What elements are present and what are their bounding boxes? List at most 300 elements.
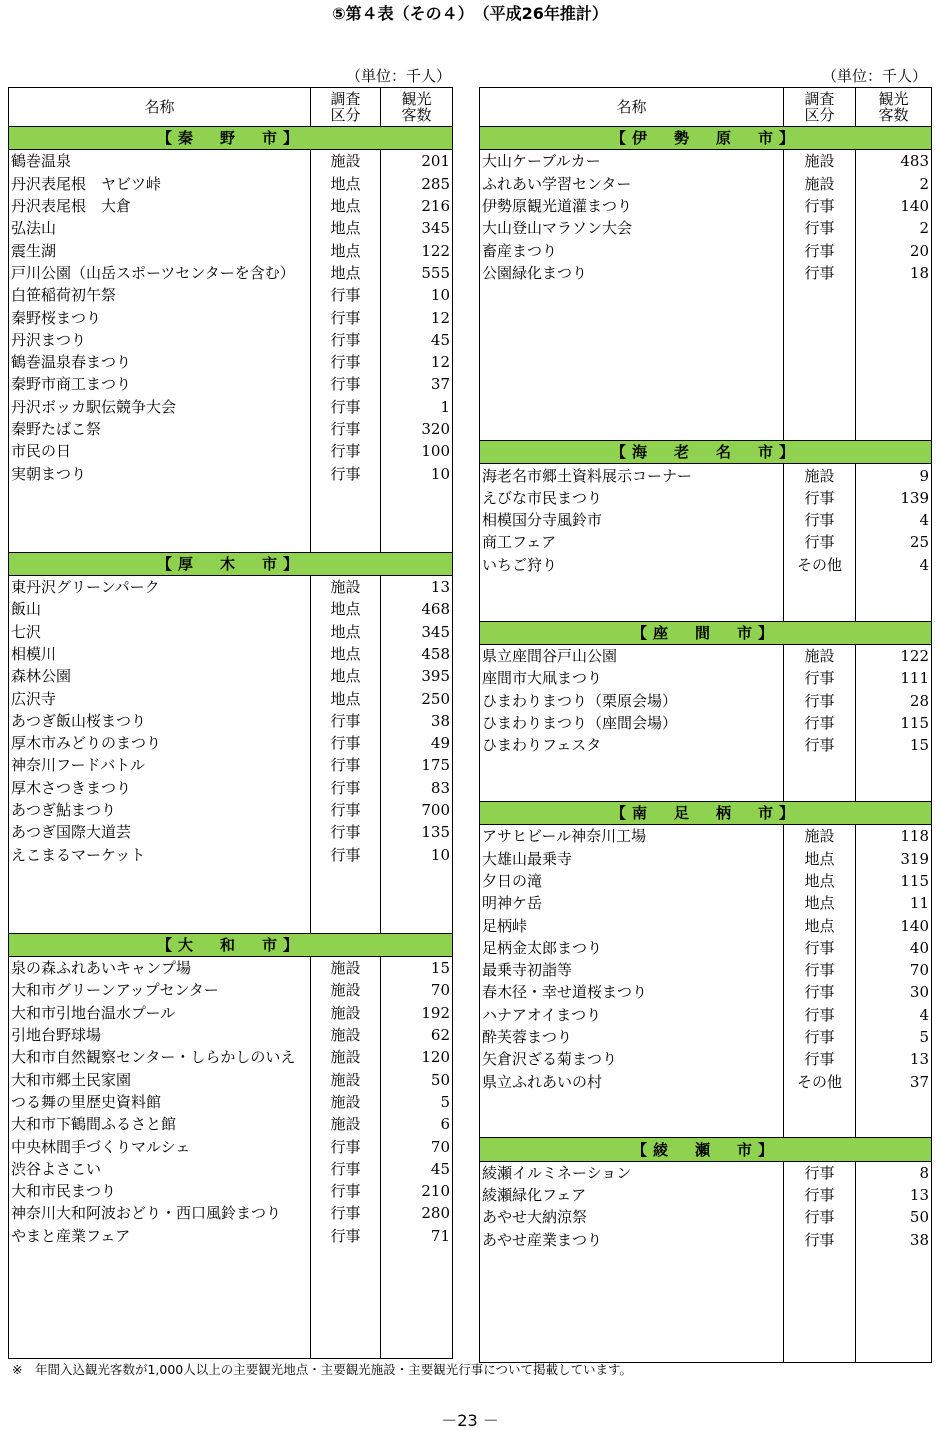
table-row (480, 173, 932, 195)
table-row (9, 195, 453, 217)
row-name: 広沢寺 (9, 687, 311, 709)
table-row (9, 418, 453, 440)
left-table (8, 87, 453, 1359)
row-visitors (381, 1247, 453, 1269)
row-name (9, 1314, 311, 1336)
section-header (480, 127, 932, 150)
section-title: 【厚 木 市】 (9, 552, 453, 575)
table-row (480, 576, 932, 598)
row-category: 行事 (311, 844, 381, 866)
row-name: 足柄金太郎まつり (480, 937, 784, 959)
row-category: 施設 (311, 1046, 381, 1068)
row-visitors: 250 (381, 687, 453, 709)
row-name: 春木径・幸せ道桜まつり (480, 981, 784, 1003)
row-visitors (856, 756, 932, 778)
table-row (9, 529, 453, 552)
row-visitors: 30 (856, 981, 932, 1003)
table-row (480, 306, 932, 328)
row-visitors (856, 373, 932, 395)
row-visitors: 2 (856, 217, 932, 239)
row-visitors: 120 (381, 1046, 453, 1068)
row-name: 森林公園 (9, 665, 311, 687)
table-row (9, 710, 453, 732)
row-name: あやせ産業まつり (480, 1229, 784, 1251)
table-row (480, 1161, 932, 1184)
table-row (480, 531, 932, 553)
row-category: 地点 (311, 239, 381, 261)
table-row (9, 821, 453, 843)
row-visitors: 11 (856, 892, 932, 914)
table-row (480, 1273, 932, 1295)
section-title: 【海 老 名 市】 (480, 441, 932, 464)
header-category: 調査 区分 (784, 88, 856, 127)
row-category: 地点 (311, 687, 381, 709)
table-row (480, 870, 932, 892)
row-category (311, 1314, 381, 1336)
row-category: 行事 (311, 396, 381, 418)
row-category: 行事 (311, 284, 381, 306)
row-name: 市民の日 (9, 440, 311, 462)
table-row (480, 981, 932, 1003)
row-category (784, 756, 856, 778)
table-row (9, 1158, 453, 1180)
row-name: あつぎ国際大道芸 (9, 821, 311, 843)
row-visitors: 4 (856, 509, 932, 531)
row-name: ハナアオイまつり (480, 1004, 784, 1026)
row-visitors (381, 1269, 453, 1291)
section-title: 【伊 勢 原 市】 (480, 127, 932, 150)
row-category (311, 1336, 381, 1359)
row-visitors: 37 (856, 1070, 932, 1092)
table-row (9, 621, 453, 643)
row-name: 厚木さつきまつり (9, 777, 311, 799)
table-row (9, 910, 453, 933)
table-row (480, 667, 932, 689)
row-name: 明神ケ岳 (480, 892, 784, 914)
table-row (480, 1093, 932, 1115)
table-row (480, 1070, 932, 1092)
row-visitors: 319 (856, 848, 932, 870)
row-name (480, 306, 784, 328)
row-visitors (381, 888, 453, 910)
table-row (9, 956, 453, 979)
table-row (9, 888, 453, 910)
row-visitors (856, 1115, 932, 1138)
table-row (480, 418, 932, 441)
row-category: 行事 (784, 712, 856, 734)
row-visitors: 18 (856, 262, 932, 284)
table-row (9, 1046, 453, 1068)
section-title: 【座 間 市】 (480, 621, 932, 644)
row-visitors: 70 (856, 959, 932, 981)
row-visitors (856, 418, 932, 441)
row-category: 地点 (311, 643, 381, 665)
row-name: 座間市大凧まつり (480, 667, 784, 689)
row-category: 行事 (311, 1225, 381, 1247)
row-name: 秦野市商工まつり (9, 373, 311, 395)
row-category: 行事 (784, 1004, 856, 1026)
row-name: 伊勢原観光道灌まつり (480, 195, 784, 217)
section-title: 【綾 瀬 市】 (480, 1138, 932, 1161)
row-visitors: 50 (381, 1068, 453, 1090)
row-visitors (856, 1318, 932, 1340)
row-visitors: 50 (856, 1206, 932, 1228)
row-category: 行事 (311, 306, 381, 328)
row-visitors: 1 (381, 396, 453, 418)
table-row (480, 195, 932, 217)
row-name (9, 1269, 311, 1291)
row-name (480, 1115, 784, 1138)
row-name: 大雄山最乗寺 (480, 848, 784, 870)
table-row (9, 507, 453, 529)
row-name: 白笹稲荷初午祭 (9, 284, 311, 306)
row-category: 行事 (784, 487, 856, 509)
table-row (9, 598, 453, 620)
row-name: 公園緑化まつり (480, 262, 784, 284)
row-visitors (381, 866, 453, 888)
table-row (9, 1225, 453, 1247)
row-category: 行事 (784, 959, 856, 981)
row-category: 地点 (784, 870, 856, 892)
table-row (9, 732, 453, 754)
row-name: 綾瀬イルミネーション (480, 1161, 784, 1184)
row-category: 行事 (784, 937, 856, 959)
header-row (480, 88, 932, 127)
row-category: 地点 (311, 262, 381, 284)
row-category: 行事 (311, 799, 381, 821)
row-name: 丹沢まつり (9, 329, 311, 351)
row-name: あつぎ飯山桜まつり (9, 710, 311, 732)
table-row (480, 284, 932, 306)
row-visitors: 100 (381, 440, 453, 462)
row-visitors (856, 1251, 932, 1273)
row-name (9, 910, 311, 933)
row-name: 震生湖 (9, 239, 311, 261)
row-name: 東丹沢グリーンパーク (9, 575, 311, 598)
table-row (9, 440, 453, 462)
row-category (311, 866, 381, 888)
row-name: 相模川 (9, 643, 311, 665)
page-number: －23 － (441, 1411, 499, 1430)
right-table (479, 87, 932, 1363)
row-name: 海老名市郷土資料展示コーナー (480, 464, 784, 487)
row-visitors: 320 (381, 418, 453, 440)
row-visitors: 192 (381, 1002, 453, 1024)
row-category: 行事 (784, 1184, 856, 1206)
row-visitors: 49 (381, 732, 453, 754)
page-title: ⑤第４表（その４） （平成26年推計） (332, 4, 608, 23)
row-visitors: 62 (381, 1024, 453, 1046)
row-category: 行事 (311, 710, 381, 732)
row-category (784, 306, 856, 328)
row-category: 施設 (311, 1024, 381, 1046)
table-row (480, 217, 932, 239)
row-visitors: 5 (856, 1026, 932, 1048)
row-visitors (856, 1093, 932, 1115)
row-visitors: 458 (381, 643, 453, 665)
row-category: 施設 (784, 173, 856, 195)
row-visitors (856, 329, 932, 351)
row-name: 丹沢ボッカ駅伝競争大会 (9, 396, 311, 418)
row-category: 行事 (784, 1206, 856, 1228)
row-name: 大和市下鶴間ふるさと館 (9, 1113, 311, 1135)
row-visitors (856, 351, 932, 373)
table-row (9, 687, 453, 709)
table-row (480, 1048, 932, 1070)
row-name (480, 779, 784, 802)
row-category: 行事 (311, 440, 381, 462)
table-row (9, 799, 453, 821)
section-header (480, 1138, 932, 1161)
row-visitors (381, 507, 453, 529)
row-name (480, 1251, 784, 1273)
table-row (9, 1314, 453, 1336)
row-name: 県立ふれあいの村 (480, 1070, 784, 1092)
table-row (480, 825, 932, 848)
row-category: 施設 (784, 825, 856, 848)
row-name (9, 485, 311, 507)
row-category (311, 485, 381, 507)
row-visitors: 395 (381, 665, 453, 687)
row-category (784, 1251, 856, 1273)
row-category: 行事 (311, 732, 381, 754)
section-header (9, 552, 453, 575)
row-name (9, 1336, 311, 1359)
table-row (9, 665, 453, 687)
row-name: ひまわりフェスタ (480, 734, 784, 756)
table-row (9, 777, 453, 799)
row-name (480, 598, 784, 621)
row-name (9, 888, 311, 910)
row-name: 大和市郷土民家園 (9, 1068, 311, 1090)
row-category: 行事 (311, 373, 381, 395)
row-name: あつぎ鮎まつり (9, 799, 311, 821)
row-visitors: 118 (856, 825, 932, 848)
row-visitors: 70 (381, 979, 453, 1001)
row-visitors: 140 (856, 914, 932, 936)
row-name: 弘法山 (9, 217, 311, 239)
row-category (784, 329, 856, 351)
section-header (9, 127, 453, 150)
row-name: 大山登山マラソン大会 (480, 217, 784, 239)
table-row (9, 1180, 453, 1202)
row-name: ふれあい学習センター (480, 173, 784, 195)
row-name (480, 576, 784, 598)
section-title: 【大 和 市】 (9, 933, 453, 956)
row-visitors: 10 (381, 462, 453, 484)
row-visitors: 70 (381, 1135, 453, 1157)
row-visitors: 345 (381, 217, 453, 239)
row-name (480, 1318, 784, 1340)
table-row (9, 1202, 453, 1224)
row-category: その他 (784, 1070, 856, 1092)
row-name: やまと産業フェア (9, 1225, 311, 1247)
row-category (784, 1340, 856, 1363)
row-visitors: 5 (381, 1091, 453, 1113)
table-row (9, 1135, 453, 1157)
table-row (480, 396, 932, 418)
row-visitors: 122 (856, 644, 932, 667)
table-row (480, 150, 932, 173)
row-visitors: 122 (381, 239, 453, 261)
table-row (9, 1291, 453, 1313)
row-visitors: 13 (856, 1048, 932, 1070)
row-name (480, 396, 784, 418)
row-category: 行事 (311, 1158, 381, 1180)
table-row (9, 173, 453, 195)
table-row (9, 329, 453, 351)
row-category: 行事 (784, 262, 856, 284)
row-category: 地点 (311, 598, 381, 620)
table-row (9, 262, 453, 284)
row-name: 戸川公園（山岳スポーツセンターを含む） (9, 262, 311, 284)
row-category: 行事 (784, 734, 856, 756)
row-category: 行事 (784, 1161, 856, 1184)
row-visitors (381, 529, 453, 552)
table-row (480, 848, 932, 870)
table-row (9, 866, 453, 888)
row-name: 鶴巻温泉春まつり (9, 351, 311, 373)
row-category (784, 598, 856, 621)
row-visitors: 12 (381, 351, 453, 373)
row-category: 地点 (311, 195, 381, 217)
row-category: 行事 (311, 1202, 381, 1224)
row-visitors: 468 (381, 598, 453, 620)
table-row (9, 575, 453, 598)
unit-label-left: （単位：千人） (346, 67, 452, 85)
row-category (311, 1291, 381, 1313)
row-visitors: 210 (381, 1180, 453, 1202)
table-row (480, 712, 932, 734)
row-name (9, 1291, 311, 1313)
row-visitors: 83 (381, 777, 453, 799)
row-visitors: 201 (381, 150, 453, 173)
row-visitors (381, 485, 453, 507)
table-row (480, 644, 932, 667)
row-name: つる舞の里歴史資料館 (9, 1091, 311, 1113)
table-row (480, 1115, 932, 1138)
row-category (311, 1269, 381, 1291)
row-category (311, 529, 381, 552)
table-row (9, 1002, 453, 1024)
row-category: 行事 (311, 821, 381, 843)
row-visitors (381, 1336, 453, 1359)
table-row (480, 1229, 932, 1251)
table-row (480, 554, 932, 576)
row-category: 行事 (311, 462, 381, 484)
row-category (784, 396, 856, 418)
row-name: 丹沢表尾根 ヤビツ峠 (9, 173, 311, 195)
row-name (480, 1273, 784, 1295)
table-row (9, 1091, 453, 1113)
row-category: 行事 (784, 1048, 856, 1070)
header-name: 名称 (9, 88, 311, 127)
row-name: 大和市民まつり (9, 1180, 311, 1202)
table-row (9, 1068, 453, 1090)
row-category (784, 1093, 856, 1115)
row-category (784, 373, 856, 395)
row-category: 行事 (784, 689, 856, 711)
row-category: 施設 (784, 644, 856, 667)
row-name (9, 866, 311, 888)
row-category: 行事 (311, 329, 381, 351)
table-row (480, 937, 932, 959)
table-row (9, 844, 453, 866)
table-row (480, 1295, 932, 1317)
table-row (480, 351, 932, 373)
table-row (480, 914, 932, 936)
row-category (311, 910, 381, 933)
row-category: 行事 (784, 667, 856, 689)
row-name: 秦野たばこ祭 (9, 418, 311, 440)
row-name: えこまるマーケット (9, 844, 311, 866)
row-visitors: 216 (381, 195, 453, 217)
table-row (9, 979, 453, 1001)
table-row (9, 306, 453, 328)
row-name: 大和市グリーンアップセンター (9, 979, 311, 1001)
row-visitors: 115 (856, 712, 932, 734)
row-name: 厚木市みどりのまつり (9, 732, 311, 754)
row-category: 地点 (311, 173, 381, 195)
row-category: 行事 (784, 531, 856, 553)
row-category: 行事 (784, 239, 856, 261)
row-category (784, 576, 856, 598)
table-row (9, 351, 453, 373)
row-category: 行事 (311, 418, 381, 440)
row-visitors: 10 (381, 284, 453, 306)
table-row (9, 1336, 453, 1359)
row-category: 行事 (784, 1026, 856, 1048)
table-row (480, 756, 932, 778)
row-category (784, 351, 856, 373)
table-row (9, 485, 453, 507)
section-header (480, 621, 932, 644)
row-name: 大和市自然観察センター・しらかしのいえ (9, 1046, 311, 1068)
row-visitors: 9 (856, 464, 932, 487)
row-visitors: 6 (381, 1113, 453, 1135)
row-category: 行事 (784, 981, 856, 1003)
row-visitors: 555 (381, 262, 453, 284)
row-name: 相模国分寺風鈴市 (480, 509, 784, 531)
row-name: 渋谷よさこい (9, 1158, 311, 1180)
table-row (9, 1024, 453, 1046)
row-visitors: 285 (381, 173, 453, 195)
row-visitors: 135 (381, 821, 453, 843)
section-title: 【南 足 柄 市】 (480, 801, 932, 824)
row-visitors (381, 910, 453, 933)
row-name: 県立座間谷戸山公園 (480, 644, 784, 667)
table-row (480, 1026, 932, 1048)
row-category: その他 (784, 554, 856, 576)
table-row (480, 689, 932, 711)
row-category: 施設 (311, 150, 381, 173)
row-name: えびな市民まつり (480, 487, 784, 509)
table-row (9, 373, 453, 395)
row-visitors: 40 (856, 937, 932, 959)
header-visitors: 観光 客数 (381, 88, 453, 127)
table-row (480, 1004, 932, 1026)
row-name: 大和市引地台温水プール (9, 1002, 311, 1024)
row-visitors: 15 (381, 956, 453, 979)
row-category: 行事 (311, 1135, 381, 1157)
header-category: 調査 区分 (311, 88, 381, 127)
row-category (784, 284, 856, 306)
row-name: 大山ケーブルカー (480, 150, 784, 173)
row-visitors: 25 (856, 531, 932, 553)
row-category: 地点 (311, 665, 381, 687)
row-visitors: 13 (381, 575, 453, 598)
row-visitors: 115 (856, 870, 932, 892)
